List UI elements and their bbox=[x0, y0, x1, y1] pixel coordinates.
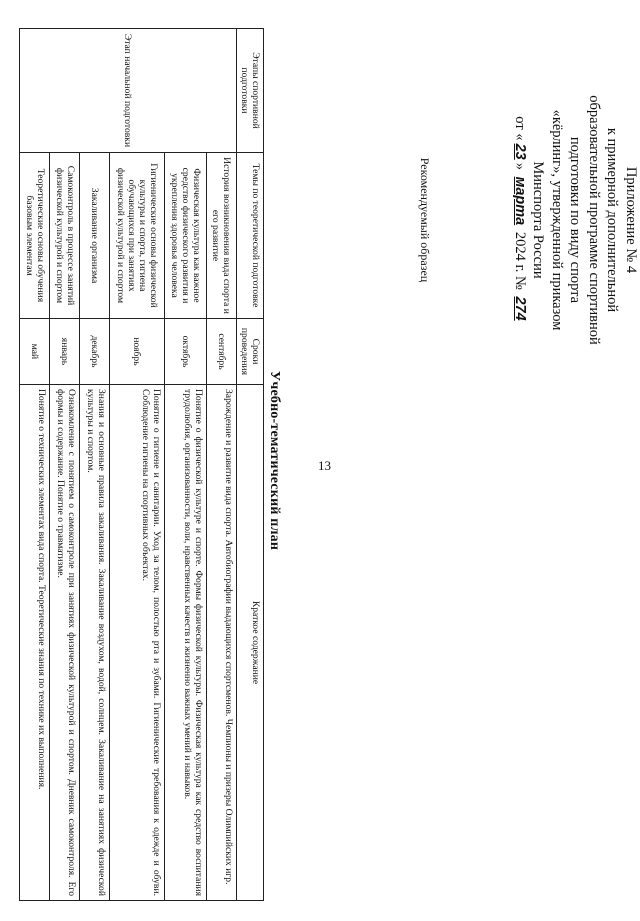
term-cell: январь bbox=[50, 319, 80, 385]
date-mid: » bbox=[512, 162, 528, 170]
topic-cell: Самоконтроль в процессе занятий физической культурой и спортом bbox=[50, 153, 80, 319]
header-content: Краткое содержание bbox=[237, 385, 264, 901]
appendix-header bbox=[511, 70, 640, 370]
content-cell: Понятие о гигиене и санитарии. Уход за телом, полостью рта и зубами. Гигиенические требования к одежде и обуви. Соблюдение гигиены на спортивных объектах. bbox=[110, 385, 165, 901]
appendix-line: подготовки по виду спорта bbox=[567, 136, 584, 304]
thematic-plan-table bbox=[19, 28, 264, 901]
header-topic: Темы по теоретической подготовке bbox=[237, 153, 264, 319]
content-cell: Понятие о физической культуре и спорте. Формы физической культуры. Физическая культура как средство воспитания трудолюбия, организованности, воли, нравственных качеств и жизненно важных умений и навыков. bbox=[164, 385, 206, 901]
topic-cell: История возникновения вида спорта и его развитие bbox=[206, 153, 236, 319]
plan-title: Учебно-тематический план bbox=[267, 370, 282, 551]
appendix-line: Приложение № 4 bbox=[623, 166, 639, 274]
date-day-handwritten: 23 bbox=[512, 143, 528, 160]
table-row bbox=[20, 29, 50, 901]
date-month-handwritten: марта bbox=[512, 176, 528, 226]
topic-cell: Закаливание организма bbox=[80, 153, 110, 319]
header-term: Сроки проведения bbox=[237, 319, 264, 385]
date-prefix: от « bbox=[512, 116, 528, 141]
table-header-row bbox=[237, 29, 264, 901]
topic-cell: Физическая культура как важное средство физического развития и укрепления здоровья человека bbox=[164, 153, 206, 319]
topic-cell: Теоретические основы обучения базовым элементам bbox=[20, 153, 50, 319]
term-cell: декабрь bbox=[80, 319, 110, 385]
table-row bbox=[80, 29, 110, 901]
topic-cell: Гигиенические основы физической культуры и спорта, гигиена обучающихся при занятиях физической культурой и спортом bbox=[110, 153, 165, 319]
content-cell: Понятие о технических элементах вида спорта. Теоретические знания по технике их выполнения. bbox=[20, 385, 50, 901]
table-row bbox=[206, 29, 236, 901]
content-cell: Зарождение и развитие вида спорта. Автобиографии выдающихся спортсменов. Чемпионы и призеры Олимпийских игр. bbox=[206, 385, 236, 901]
term-cell: ноябрь bbox=[110, 319, 165, 385]
content-cell: Знания и основные правила закаливания. Закаливание воздухом, водой, солнцем. Закаливание на занятиях физической культуры и спортом. bbox=[80, 385, 110, 901]
table-row bbox=[110, 29, 165, 901]
appendix-line: Минспорта России bbox=[530, 161, 547, 279]
content-cell: Ознакомление с понятием о самоконтроле при занятиях физической культурой и спортом. Дневник самоконтроля. Его формы и содержание. Понятие о травматизме. bbox=[50, 385, 80, 901]
stage-cell: Этап начальной подготовки bbox=[20, 29, 237, 153]
appendix-date-line bbox=[511, 70, 530, 370]
page-number: 13 bbox=[318, 458, 331, 473]
table-row bbox=[50, 29, 80, 901]
term-cell: октябрь bbox=[164, 319, 206, 385]
term-cell: сентябрь bbox=[206, 319, 236, 385]
table-row bbox=[164, 29, 206, 901]
sample-note: Рекомендуемый образец bbox=[418, 157, 432, 283]
header-stage: Этапы спортивной подготовки bbox=[237, 29, 264, 153]
appendix-line: образовательной программе спортивной bbox=[586, 95, 602, 345]
order-number-handwritten: 274 bbox=[512, 296, 528, 321]
term-cell: май bbox=[20, 319, 50, 385]
appendix-line: «кёрлинг», утвержденной приказом bbox=[549, 109, 565, 331]
date-year: 2024 г. № bbox=[512, 231, 528, 290]
appendix-line: к примерной дополнительной bbox=[604, 127, 621, 313]
